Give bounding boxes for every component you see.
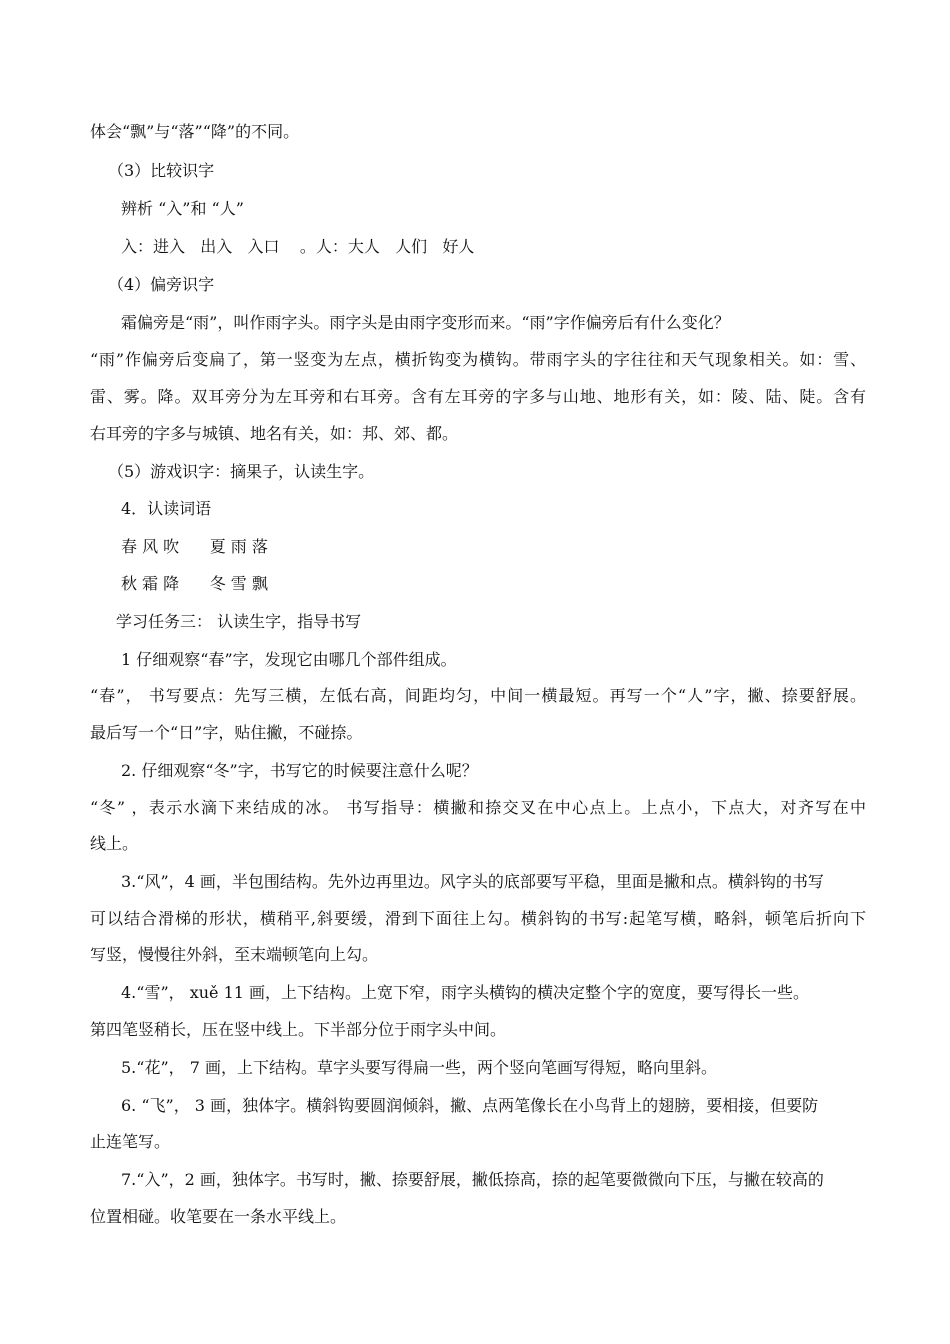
text-line: 5.“花”， 7 画，上下结构。草字头要写得扁一些，两个竖向笔画写得短，略向里斜。 bbox=[121, 1058, 717, 1077]
text-line: 3.“风”，4 画，半包围结构。先外边再里边。风字头的底部要写平稳，里面是撇和点。横斜钩的书写 bbox=[121, 872, 824, 891]
text-line: “春”， 书写要点：先写三横，左低右高，间距均匀，中间一横最短。再写一个“人”字，撇、捺要舒展。 bbox=[90, 686, 866, 705]
word-list-line: 春 风 吹 夏 雨 落 bbox=[121, 537, 268, 556]
word-list-line: 秋 霜 降 冬 雪 飘 bbox=[121, 574, 268, 593]
text-line: 位置相碰。收笔要在一条水平线上。 bbox=[90, 1207, 347, 1226]
text-line: “冬” ，表示水滴下来结成的冰。 书写指导：横撇和捺交叉在中心点上。上点小，下点大，对齐写在中 bbox=[90, 798, 866, 817]
text-line: 2. 仔细观察“冬”字，书写它的时候要注意什么呢？ bbox=[121, 761, 478, 780]
section-heading: 4．认读词语 bbox=[121, 499, 212, 518]
text-line: 1 仔细观察“春”字，发现它由哪几个部件组成。 bbox=[121, 650, 457, 669]
section-heading: （4）偏旁识字 bbox=[108, 275, 215, 294]
text-line: 最后写一个“日”字，贴住撇，不碰捺。 bbox=[90, 723, 363, 742]
text-line: 辨析 “入”和 “人” bbox=[121, 199, 244, 218]
text-line: 止连笔写。 bbox=[90, 1132, 171, 1151]
text-line: 右耳旁的字多与城镇、地名有关，如：邦、郊、都。 bbox=[90, 424, 459, 443]
text-line: 可以结合滑梯的形状，横稍平,斜要缓，滑到下面往上勾。横斜钩的书写:起笔写横，略斜，顿笔后折向下 bbox=[90, 909, 866, 928]
text-line: 6. “飞”， 3 画，独体字。横斜钩要圆润倾斜，撇、点两笔像长在小鸟背上的翅膀，要相接，但要防 bbox=[121, 1096, 819, 1115]
text-line: 第四笔竖稍长，压在竖中线上。下半部分位于雨字头中间。 bbox=[90, 1020, 507, 1039]
text-line: 体会“飘”与“落”“降”的不同。 bbox=[90, 122, 300, 141]
section-heading: （3）比较识字 bbox=[108, 161, 215, 180]
text-line: 4.“雪”， xuě 11 画，上下结构。上宽下窄，雨字头横钩的横决定整个字的宽度，要写得长一些。 bbox=[121, 983, 810, 1002]
text-line: 入：进入 出入 入口 。人：大人 人们 好人 bbox=[121, 237, 475, 256]
text-line: 霜偏旁是“雨”，叫作雨字头。雨字头是由雨字变形而来。“雨”字作偏旁后有什么变化？ bbox=[121, 313, 730, 332]
text-line: 7.“入”，2 画，独体字。书写时，撇、捺要舒展，撇低捺高，捺的起笔要微微向下压，与撇在较高的 bbox=[121, 1170, 824, 1189]
section-heading: （5）游戏识字：摘果子，认读生字。 bbox=[108, 462, 375, 481]
text-line: “雨”作偏旁后变扁了，第一竖变为左点，横折钩变为横钩。带雨字头的字往往和天气现象相关。如：雪、 bbox=[90, 350, 866, 369]
text-line: 线上。 bbox=[90, 834, 139, 853]
text-line: 写竖，慢慢往外斜，至末端顿笔向上勾。 bbox=[90, 945, 379, 964]
task-heading: 学习任务三： 认读生字，指导书写 bbox=[116, 612, 362, 631]
text-line: 雷、雾。降。双耳旁分为左耳旁和右耳旁。含有左耳旁的字多与山地、地形有关，如：陵、陆、陡。含有 bbox=[90, 387, 866, 406]
